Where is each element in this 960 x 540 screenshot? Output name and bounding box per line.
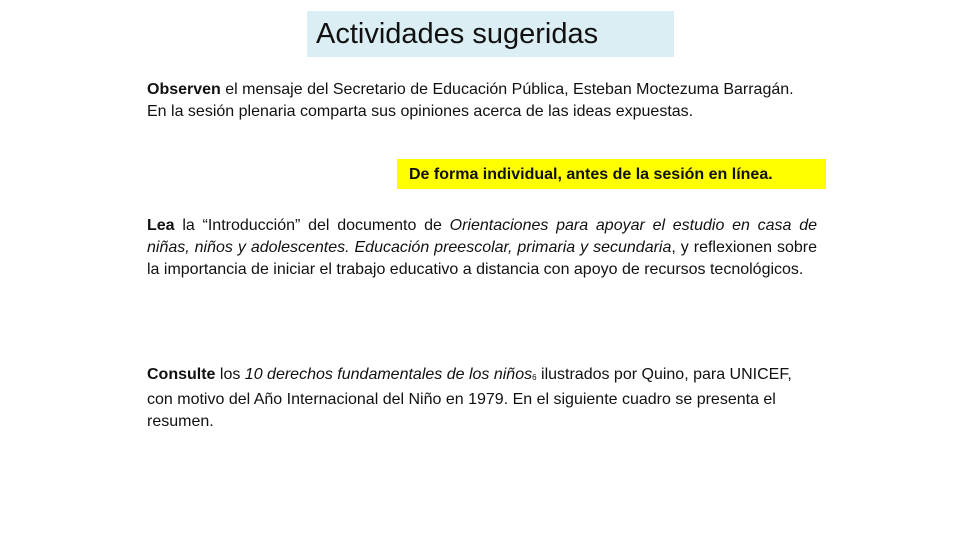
paragraph-text: la “Introducción” del documento de bbox=[174, 217, 450, 234]
paragraph-verb: Observen bbox=[147, 81, 221, 98]
banner-text: De forma individual, antes de la sesión en línea. bbox=[409, 166, 773, 183]
instruction-banner bbox=[397, 159, 826, 189]
page-title: Actividades sugeridas bbox=[316, 18, 599, 50]
paragraph-text: el mensaje del Secretario de Educación Pública, Esteban Moctezuma Barragán. En la sesión plenaria comparta sus opiniones acerca de las ideas expuestas. bbox=[147, 81, 794, 120]
paragraph-text: los bbox=[215, 366, 245, 383]
paragraph-read bbox=[147, 215, 817, 281]
paragraph-text: , y reflexionen sobre la importancia de iniciar el trabajo educativo a distancia con apoyo de recursos tecnológicos. bbox=[147, 239, 818, 278]
rights-title: 10 derechos fundamentales de los niños bbox=[244, 366, 533, 383]
footnote-marker: 6 bbox=[532, 373, 537, 382]
paragraph-observe bbox=[147, 79, 817, 123]
paragraph-verb: Consulte bbox=[147, 366, 216, 383]
document-title: Orientaciones para apoyar el estudio en casa de niñas, niños y adolescentes. Educación preescolar, primaria y secundaria bbox=[147, 217, 817, 256]
title-box bbox=[307, 11, 674, 57]
paragraph-text: ilustrados por Quino, para UNICEF, con motivo del Año Internacional del Niño en 1979. En el siguiente cuadro se presenta el resumen. bbox=[147, 366, 792, 430]
paragraph-consult bbox=[147, 364, 822, 433]
paragraph-verb: Lea bbox=[147, 217, 175, 234]
